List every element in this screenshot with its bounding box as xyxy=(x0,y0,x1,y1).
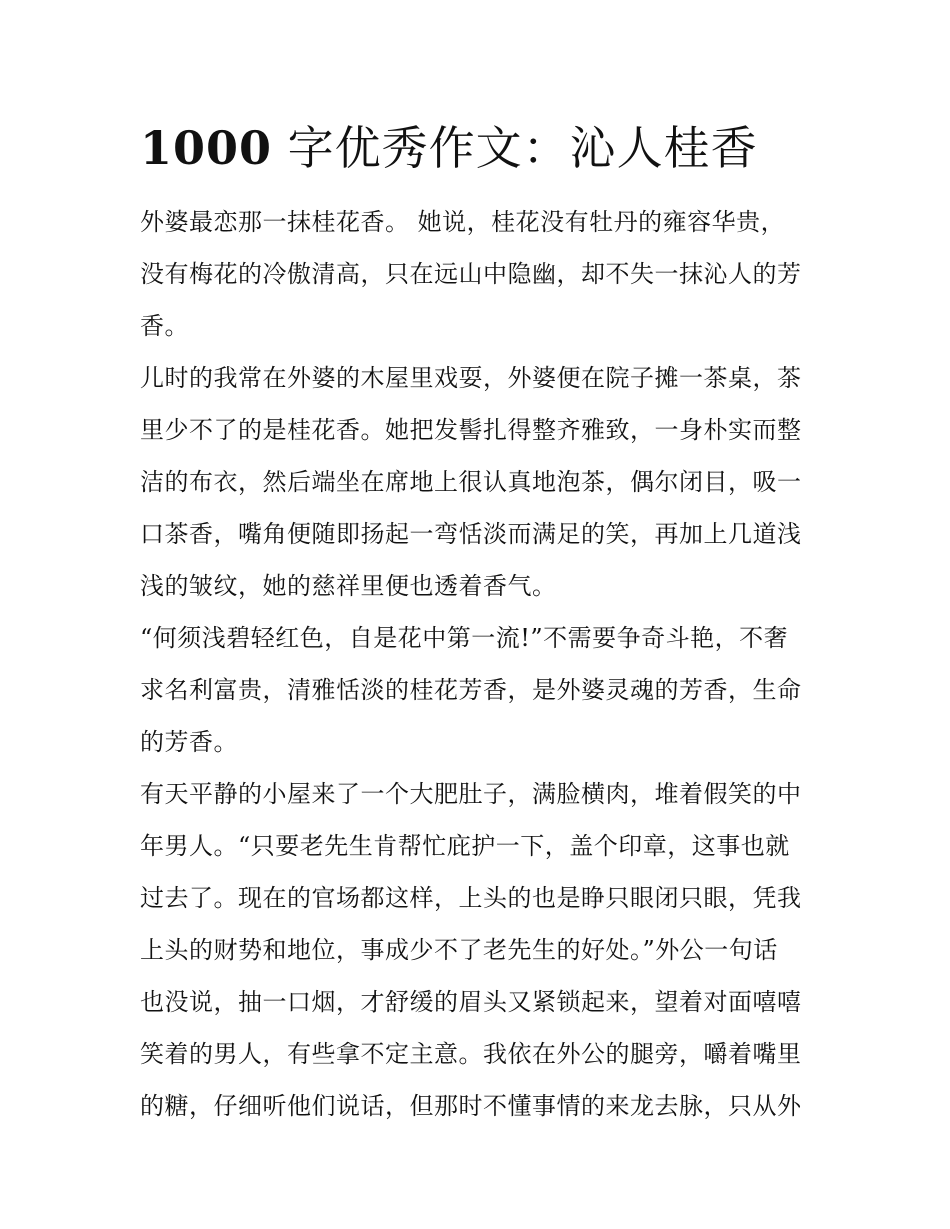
text-line: 香。 xyxy=(140,312,189,340)
text-line: 求名利富贵，清雅恬淡的桂花芳香，是外婆灵魂的芳香，生命 xyxy=(140,676,802,704)
text-line: 有天平静的小屋来了一个大肥肚子，满脸横肉，堆着假笑的中 xyxy=(140,780,802,808)
text-line: “何须浅碧轻红色，自是花中第一流!”不需要争奇斗艳，不奢 xyxy=(140,624,789,652)
text-line: 上头的财势和地位，事成少不了老先生的好处。”外公一句话 xyxy=(140,936,778,964)
page-title xyxy=(140,118,820,178)
text-line: 笑着的男人，有些拿不定主意。我依在外公的腿旁，嚼着嘴里 xyxy=(140,1040,802,1068)
text-line: 年男人。“只要老先生肯帮忙庇护一下，盖个印章，这事也就 xyxy=(140,832,790,860)
text-line: 也没说，抽一口烟，才舒缓的眉头又紧锁起来，望着对面嘻嘻 xyxy=(140,988,802,1016)
text-line: 口茶香，嘴角便随即扬起一弯恬淡而满足的笑，再加上几道浅 xyxy=(140,520,802,548)
text-line: 浅的皱纹，她的慈祥里便也透着香气。 xyxy=(140,572,557,600)
text-line: 里少不了的是桂花香。她把发髻扎得整齐雅致，一身朴实而整 xyxy=(140,416,802,444)
title-text: 字优秀作文：沁人桂香 xyxy=(272,121,758,175)
document-page xyxy=(140,118,820,1132)
text-line: 的糖，仔细听他们说话，但那时不懂事情的来龙去脉，只从外 xyxy=(140,1092,802,1120)
title-number: 1000 xyxy=(140,121,273,175)
text-line: 外婆最恋那一抹桂花香。 她说，桂花没有牡丹的雍容华贵， xyxy=(140,208,786,236)
text-line: 过去了。现在的官场都这样，上头的也是睁只眼闭只眼，凭我 xyxy=(140,884,802,912)
text-line: 的芳香。 xyxy=(140,728,238,756)
text-line: 儿时的我常在外婆的木屋里戏耍，外婆便在院子摊一茶桌，茶 xyxy=(140,364,802,392)
article-body xyxy=(140,196,820,1132)
text-line: 没有梅花的冷傲清高，只在远山中隐幽，却不失一抹沁人的芳 xyxy=(140,260,802,288)
text-line: 洁的布衣，然后端坐在席地上很认真地泡茶，偶尔闭目，吸一 xyxy=(140,468,802,496)
